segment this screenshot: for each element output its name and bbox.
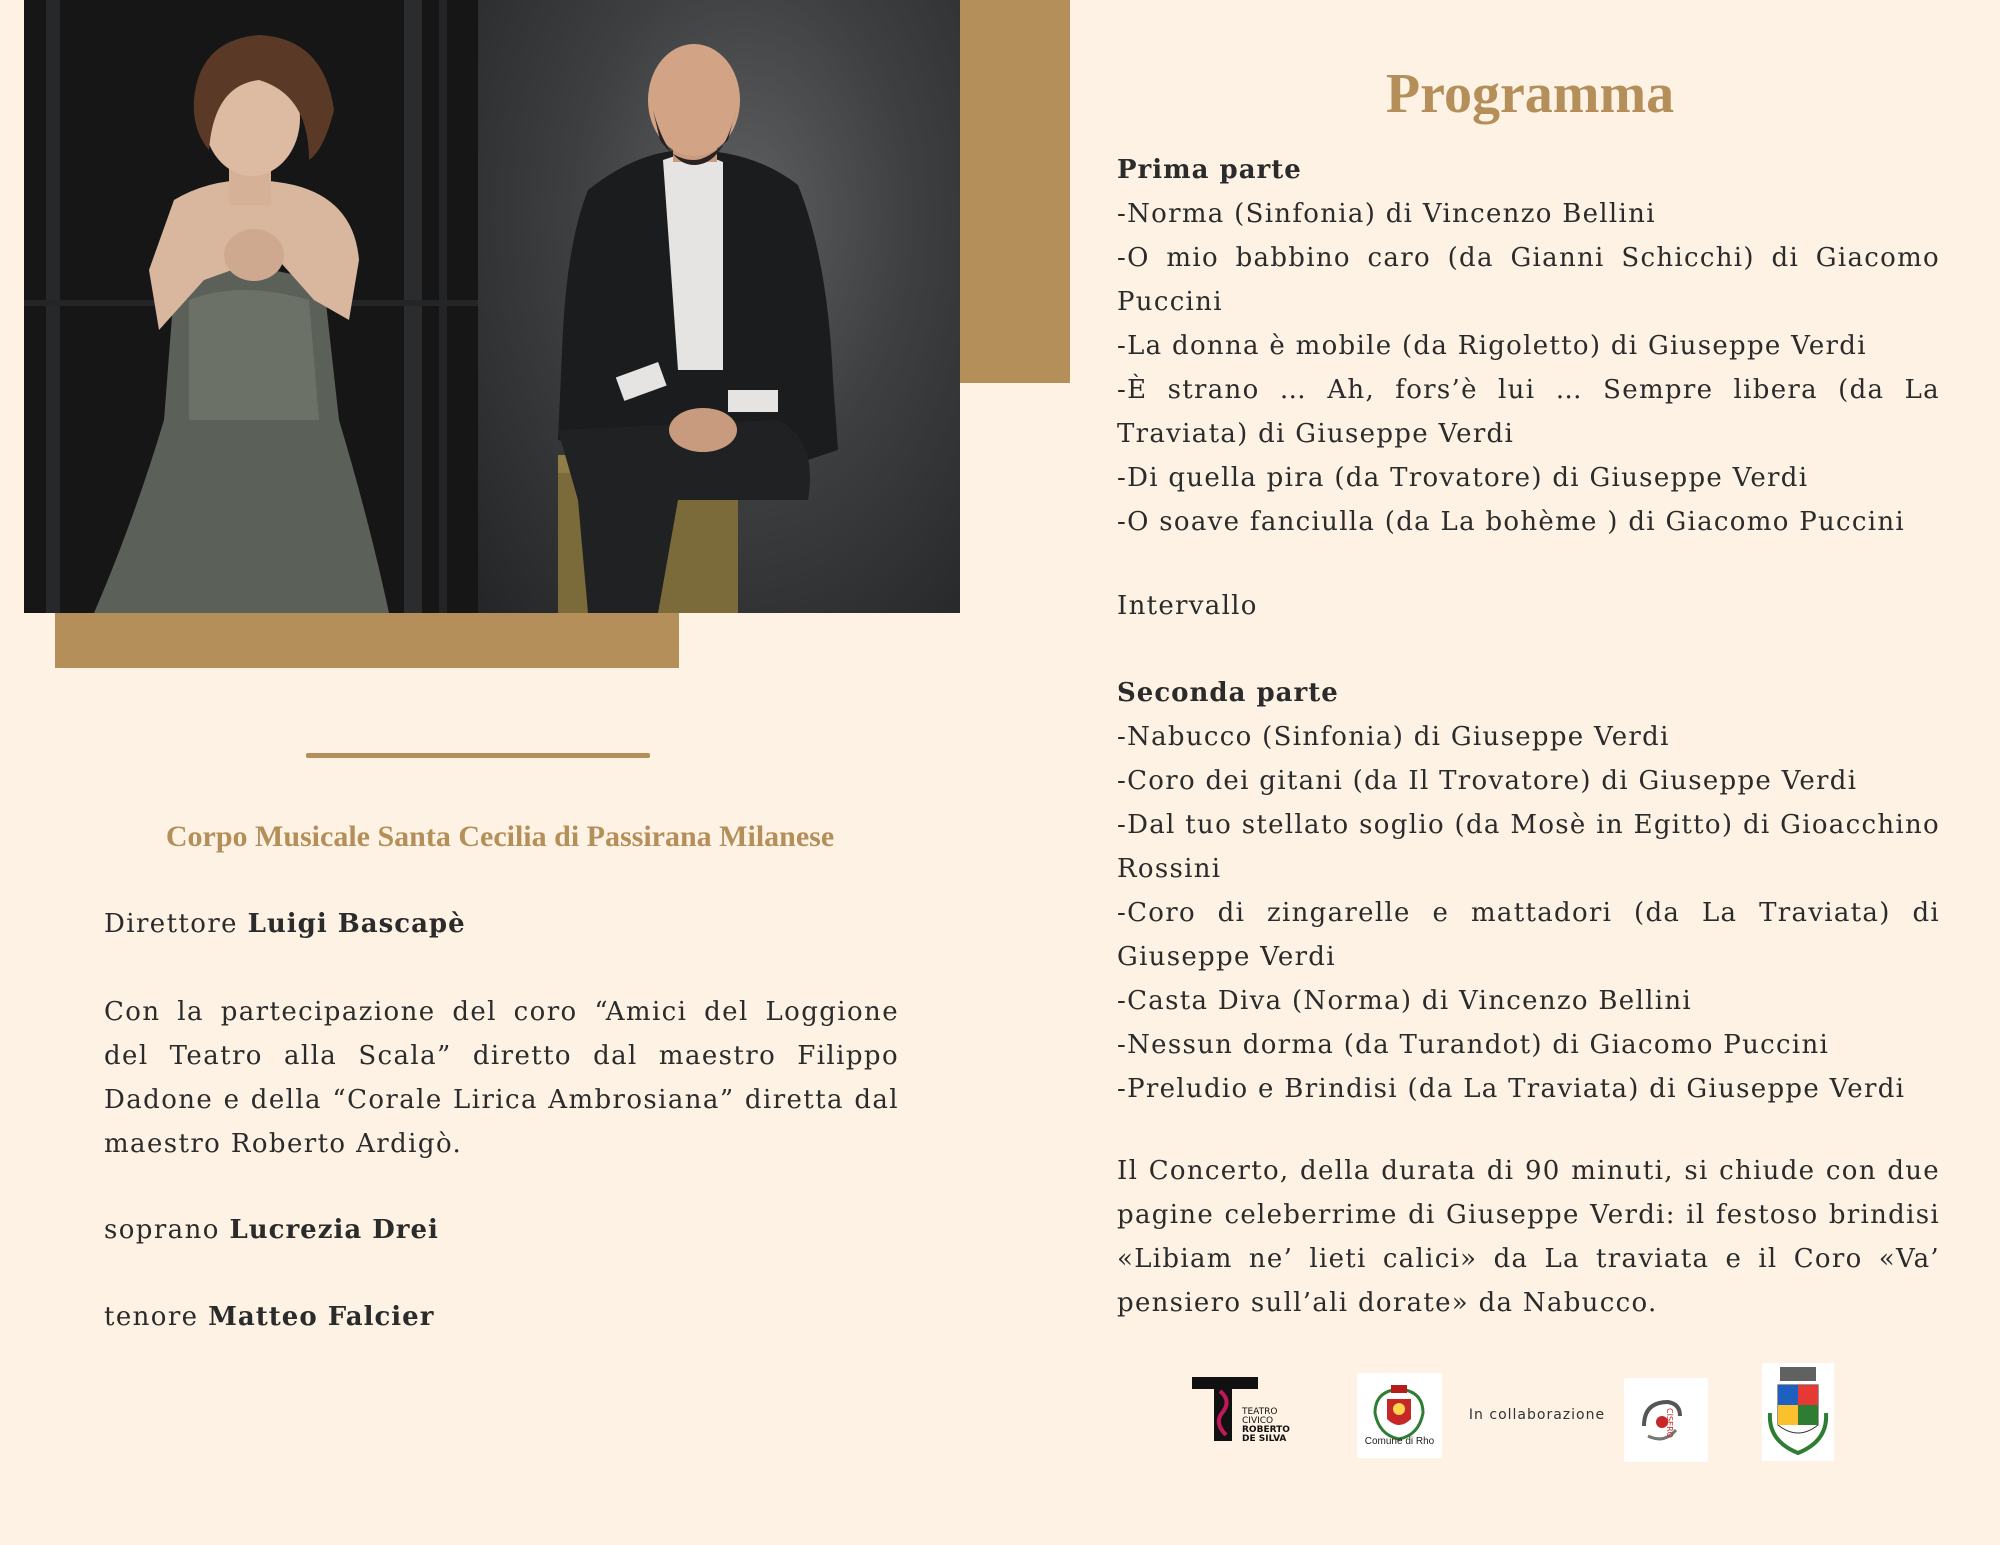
teatro-text-4: DE SILVA xyxy=(1242,1434,1287,1444)
cisero-label: CISERO xyxy=(1665,1408,1674,1438)
comune-rho-logo xyxy=(1357,1373,1442,1458)
teatro-text-2: CIVICO xyxy=(1242,1416,1274,1426)
comune-label: Comune di Rho xyxy=(1364,1436,1435,1447)
teatro-logo xyxy=(1192,1377,1292,1443)
soprano-label: soprano xyxy=(104,1215,220,1245)
participation-text: Con la partecipazione del coro “Amici del Loggione del Teatro alla Scala” diretto dal maestro Filippo Dadone e della “Corale Lirica Ambrosiana” diretta dal maestro Roberto Ardigò. xyxy=(104,997,899,1159)
programme-item: -Coro dei gitani (da Il Trovatore) di Giuseppe Verdi xyxy=(1117,766,1858,796)
tenor-label: tenore xyxy=(104,1302,199,1332)
part1-heading: Prima parte xyxy=(1117,155,1302,185)
interval-label: Intervallo xyxy=(1117,591,1258,621)
tenor-name: Matteo Falcier xyxy=(208,1302,435,1332)
soprano-photo xyxy=(24,0,478,613)
soprano-line xyxy=(104,1208,899,1252)
gold-accent-block-top xyxy=(960,0,1070,383)
programme-item: -Casta Diva (Norma) di Vincenzo Bellini xyxy=(1117,986,1693,1016)
teatro-text-1: TEATRO xyxy=(1242,1407,1278,1417)
programme-item: -Di quella pira (da Trovatore) di Giuseppe Verdi xyxy=(1117,463,1809,493)
teatro-text-3: ROBERTO xyxy=(1242,1425,1290,1435)
programme-item: -Nessun dorma (da Turandot) di Giacomo Puccini xyxy=(1117,1030,1830,1060)
programme-item: -Dal tuo stellato soglio (da Mosè in Egitto) di Gioacchino Rossini xyxy=(1117,810,1940,884)
programme-item: -Nabucco (Sinfonia) di Giuseppe Verdi xyxy=(1117,722,1670,752)
programme-part1 xyxy=(1117,148,1940,544)
director-name: Luigi Bascapè xyxy=(247,909,466,939)
tenor-line xyxy=(104,1295,899,1339)
programme-item: -La donna è mobile (da Rigoletto) di Giuseppe Verdi xyxy=(1117,331,1867,361)
gold-accent-block-bottom xyxy=(55,612,679,668)
programme-item: -Coro di zingarelle e mattadori (da La Traviata) di Giuseppe Verdi xyxy=(1117,898,1940,972)
cisero-logo xyxy=(1624,1378,1708,1462)
passirana-crest xyxy=(1762,1363,1834,1461)
programme-title: Programma xyxy=(1385,63,1675,125)
programme-item: -O soave fanciulla (da La bohème ) di Giacomo Puccini xyxy=(1117,507,1906,537)
soprano-name: Lucrezia Drei xyxy=(229,1215,439,1245)
section-divider xyxy=(306,753,650,758)
tenor-photo xyxy=(478,0,960,613)
director-line xyxy=(104,902,899,946)
programme-item: -Norma (Sinfonia) di Vincenzo Bellini xyxy=(1117,199,1656,229)
director-label: Direttore xyxy=(104,909,238,939)
collaboration-label: In collaborazione xyxy=(1468,1407,1606,1423)
programme-item: -È strano … Ah, fors’è lui … Sempre libera (da La Traviata) di Giuseppe Verdi xyxy=(1117,375,1940,449)
closing-text: Il Concerto, della durata di 90 minuti, si chiude con due pagine celeberrime di Giuseppe Verdi: il festoso brindisi «Libiam ne’ lieti calici» da La traviata e il Coro «Va’ pensiero sull’ali dorate» da Nabucco. xyxy=(1117,1156,1940,1318)
programme-item: -O mio babbino caro (da Gianni Schicchi) di Giacomo Puccini xyxy=(1117,243,1940,317)
programme-item: -Preludio e Brindisi (da La Traviata) di Giuseppe Verdi xyxy=(1117,1074,1906,1104)
part2-heading: Seconda parte xyxy=(1117,678,1339,708)
town-crest-icon xyxy=(1762,1363,1834,1461)
programme-part2 xyxy=(1117,671,1940,1111)
ensemble-title: Corpo Musicale Santa Cecilia di Passirana Milanese xyxy=(165,820,835,853)
